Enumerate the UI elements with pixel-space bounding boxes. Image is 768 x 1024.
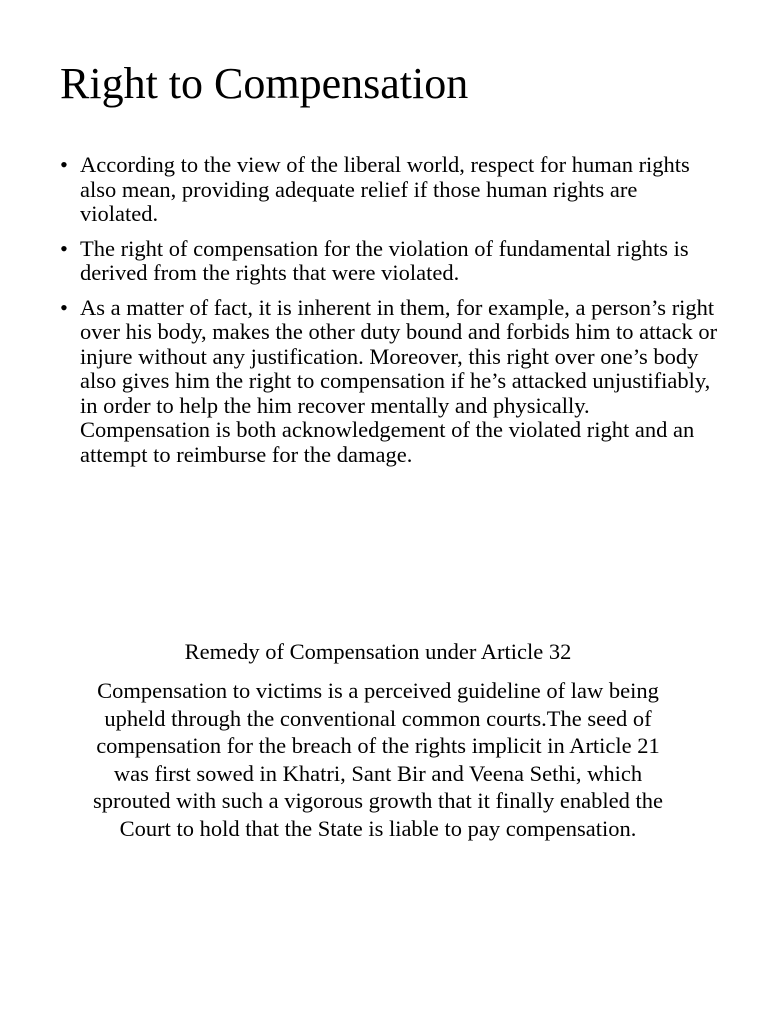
- bullet-list: [60, 153, 720, 477]
- bullet-text-2: The right of compensation for the violation of fundamental rights is derived from the rights that were violated.: [80, 235, 689, 285]
- bullet-item-2: [60, 237, 720, 286]
- section-heading: Remedy of Compensation under Article 32: [184, 639, 572, 664]
- slide-title: Right to Compensation: [60, 59, 469, 108]
- bullet-item-3: [60, 296, 720, 468]
- bullet-item-1: [60, 153, 720, 227]
- bullet-text-3: As a matter of fact, it is inherent in them, for example, a person’s right over his body, makes the other duty bound and forbids him to attack or injure without any justification. Moreover, this right over one’s body also gives him the right to compensation if he’s attacked unjustifiably, in order to help the him recover mentally and physically. Compensation is both acknowledgement of the violated right and an attempt to reimburse for the damage.: [80, 294, 718, 467]
- bullet-text-1: According to the view of the liberal world, respect for human rights also mean, providing adequate relief if those human rights are violated.: [80, 152, 690, 226]
- bullet-marker: •: [60, 294, 68, 320]
- bullet-marker: •: [60, 152, 68, 177]
- bullet-marker: •: [60, 235, 68, 261]
- section-body: Compensation to victims is a perceived guideline of law being upheld through the conventional common courts.The seed of compensation for the breach of the rights implicit in Article 21 was first sowed in Khatri, Sant Bir and Veena Sethi, which sprouted with such a vigorous growth that it finally enabled the Court to hold that the State is liable to pay compensation.: [93, 678, 663, 841]
